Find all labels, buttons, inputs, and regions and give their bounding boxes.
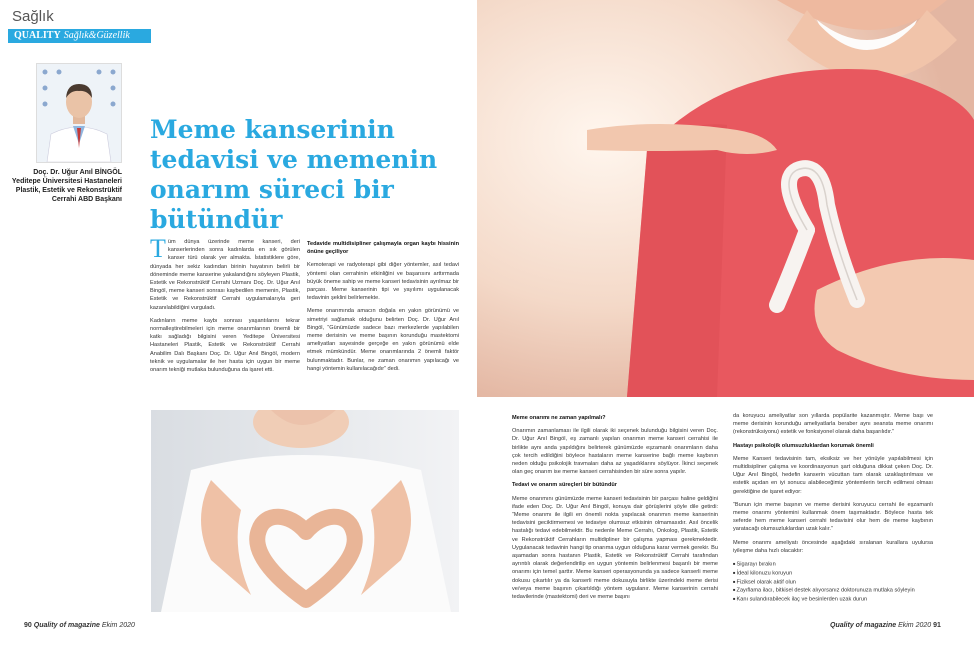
page-number-left: 90 — [24, 622, 32, 629]
col4-paragraph-3: “Bunun için meme başının ve meme derisini koruyucu cerrahi ile eşzamanlı meme onarımı yöntemini kullanmak önem taşımaktadır. Böylece hasta tek seferde hem meme kanseri cerrahi tedavisini olur hem de meme kaybının yaratacağı olumsuzluklardan uzak kalır.” — [733, 501, 933, 533]
text-column-4 — [733, 412, 933, 604]
col3-paragraph-2: Meme onarımını günümüzde meme kanseri tedavisinin bir parçası haline geldiğini ifade eden Doç. Dr. Uğur Anıl Bingöl, konuya dair görüşlerini şöyle dile getirdi: “Meme onarımı ile ilgili en önemli nokta yapılacak onarımın meme kanserinin tedavisini geciktirmemesi ve tedaviye olumsuz etkisinin olmamasıdır. Asıl öncelik hastalığı tedavi edebilmektir. Bu nedenle Meme Cerrahı, Onkolog, Plastik, Estetik ve Rekonstrüktif Cerrahların multidipliner bir çalışma yapması gerekmektedir. Uygulanacak tedavinin hangi tip onarıma uygun olduğuna karar vermek gerekir. Bu aşamadan sonra hastanın Plastik, Estetik ve Rekonstrüktif Cerrahi tarafından ayrıntılı olarak değerlendirilip en uygun yöntemin belirlenmesi başarılı bir meme onarımı için temel şarttır. Meme kanseri operasyonunda ya sadece kanserli meme dokusu çıkartılır ya da kanserli meme dokusuyla birlikte üzerindeki meme derisi ve/veya meme başının çıkartıldığı yöntem uygulanır. Meme kanserinin cerrahi tedavilerinde (mastektomi) deri ve meme başını — [512, 495, 718, 601]
footer-date-left: Ekim 2020 — [101, 622, 135, 629]
author-byline — [8, 168, 122, 204]
footer-mag-left: Quality of magazine — [33, 622, 100, 629]
article-title: Meme kanserinin tedavisi ve memenin onarım süreci bir bütündür — [150, 115, 438, 234]
col2-paragraph-2: Meme onarımında amacın doğala en yakın görünümü ve simetriyi sağlamak olduğunu belirten Doç. Dr. Uğur Anıl Bingöl, “Günümüzde sadece bazı merkezlerde yapılabilen meme derisinin ve meme başının korunduğu mastektomi ameliyatları sayesinde gerçeğe en yakın görünümü elde etmek mümkündür. Meme onarımlarında 2 önemli faktör bulunmaktadır. Bunlar, ne zaman onarımın yapılacağı ve hangi yöntemin kullanılacağıdır” dedi. — [307, 308, 459, 372]
footer-mag-right: Quality of magazine — [830, 622, 897, 629]
author-name: Doç. Dr. Uğur Anıl BİNGÖL — [33, 169, 122, 176]
text-column-3 — [512, 412, 718, 606]
band-sub: Sağlık&Güzellik — [63, 30, 130, 41]
col4-paragraph-4: Meme onarımı ameliyatı öncesinde aşağıdaki sıralanan kurallara uyulursa iyileşme daha hızlı olacaktır: — [733, 539, 933, 554]
col2-paragraph-1: Kemoterapi ve radyoterapi gibi diğer yöntemler, asıl tedavi yöntemi olan cerrahinin etkinliğini ve başarısını arttırmada büyük öneme sahip ve meme kanseri tedavisinin ayrılmaz bir parçası. Meme kanserinin tipi ve yayılımı uygulanacak tedavinin şeklini belirlemekte. — [307, 262, 459, 302]
list-item: ■ Sigarayı bırakın — [733, 560, 933, 569]
band-quality: QUALITY — [14, 30, 61, 41]
col3-paragraph-1: Onarımın zamanlaması ile ilgili olarak iki seçenek bulunduğu bilgisini veren Doç. Dr. Uğur Anıl Bingöl, eş zamanlı yapılan onarımın meme kanseri cerrahisi ile birlikte aynı anda yapıldığını belirterek günümüzde eşzamanlı onarımların daha çok tercih edildiğini böylece hastaların meme kanserine bağlı meme kaybının neden olduğu psikolojik travmaları daha az yaşadıklarını söylüyor. İkinci seçenek olan geç onarım ise meme kanseri cerrahisinden bir süre sonra yapılır. — [512, 428, 718, 476]
drop-cap: T — [150, 234, 166, 263]
col3-heading-1: Meme onarımı ne zaman yapılmalı? — [512, 415, 606, 421]
list-item: ■ İdeal kilonuzu koruyun — [733, 569, 933, 578]
col1-paragraph-1: üm dünya üzerinde meme kanseri, deri kanserlerinden sonra kadınlarda en sık görülen kanser türü olarak yer almakta. İstatistiklere göre, dünyada her sekiz kadından birinin hayatının belirli bir döneminde meme kanserine yakalandığını söyleyen Plastik, Estetik ve Rekonstrüktif Cerrahi Uzmanı Doç. Dr. Uğur Anıl Bingöl, meme kanseri sonrası kaybedilen memenin, Plastik, Estetik ve Rekonstrüktif Cerrahi uygulamalarıyla geri kazanılabildiğini vurguladı. — [150, 239, 300, 311]
author-portrait — [36, 63, 122, 163]
col4-heading: Hastayı psikolojik olumsuzluklardan korumak önemli — [733, 442, 874, 449]
list-item: ■ Fiziksel olarak aktif olun — [733, 578, 933, 587]
ribbon-hero-photo — [477, 0, 974, 397]
text-column-2 — [307, 238, 459, 378]
col4-paragraph-1: da koruyucu ameliyatlar son yıllarda popülarite kazanmıştır. Meme başı ve meme derisinin korunduğu ameliyatlarla beraber aynı seansta meme onarımı (rekonstrüksiyonu) estetik ve fonksiyonel olarak daha başarılıdır.” — [733, 413, 933, 436]
section-label: Sağlık — [12, 8, 54, 25]
hands-heart-photo — [151, 410, 459, 612]
page-number-right: 91 — [933, 622, 941, 629]
author-affiliation: Yeditepe Üniversitesi Hastaneleri Plastik, Estetik ve Rekonstrüktif Cerrahi ABD Başkanı — [11, 178, 122, 203]
footer-date-right: Ekim 2020 — [898, 622, 932, 629]
col3-heading-2: Tedavi ve onarım süreçleri bir bütündür — [512, 482, 617, 489]
col4-paragraph-2: Meme Kanseri tedavisinin tam, eksiksiz ve her yönüyle yapılabilmesi için multidisipliner çalışma ve koordinasyonun şart olduğuna dikkat çeken Doç. Dr. Uğur Anıl Bingöl, hedefin kanserin vücuttan tam olarak uzaklaştırılması ve estetik açıdan en iyi sonucu alabileceğimiz yöntemlerin tercih edilmesi olması gerektiğine de işaret ediyor: — [733, 455, 933, 495]
col1-paragraph-2: Kadınların meme kaybı sonrası yaşantılarını tekrar normalleştirebilmeleri için meme onarımlarının önemli bir katkı sağladığı bilgisini veren Yeditepe Üniversitesi Hastaneleri Plastik, Estetik ve Rekonstrüktif Cerrahi Anabilim Dalı Başkanı Doç. Dr. Uğur Anıl Bingöl, modern teknik ve uygulamalar ile her hasta için uygun bir meme onarım tekniği mutlaka bulunduğuna da işaret etti. — [150, 317, 300, 374]
footer-right — [830, 622, 941, 629]
text-column-1 — [150, 234, 300, 379]
category-band — [8, 29, 151, 43]
tips-list — [733, 560, 933, 604]
list-item: ■ Zayıflama ilacı, bitkisel destek alıyorsanız doktorunuza mutlaka söyleyin — [733, 586, 933, 595]
footer-left — [24, 622, 135, 629]
list-item: ■ Kanı sulandırabilecek ilaç ve besinlerden uzak durun — [733, 595, 933, 604]
col2-heading: Tedavide multidisipliner çalışmayla organ kaybı hissinin önüne geçiliyor — [307, 241, 459, 256]
